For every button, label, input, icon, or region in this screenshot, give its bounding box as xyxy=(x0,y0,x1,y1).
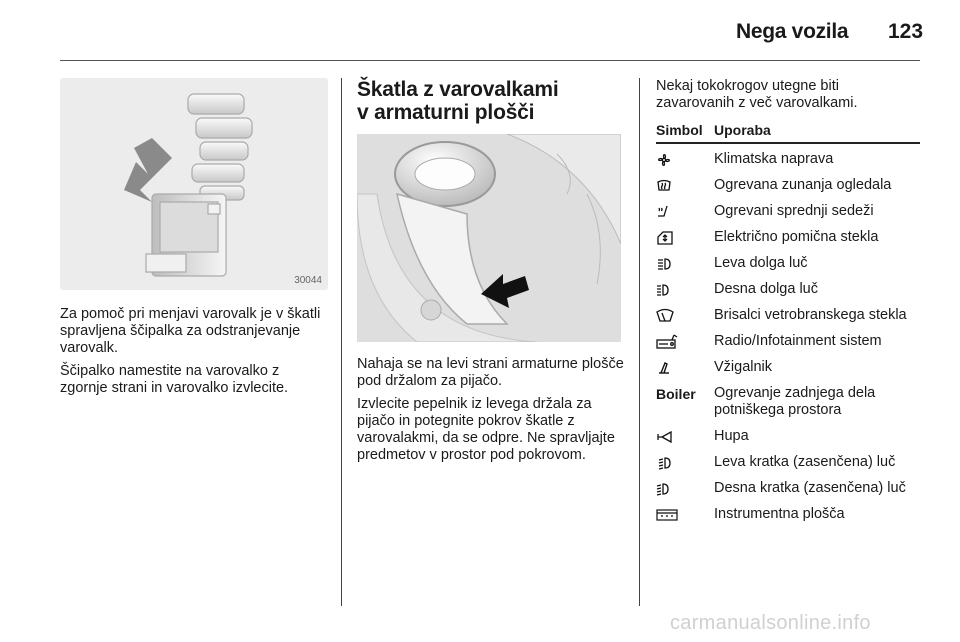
heated-seat-icon xyxy=(656,204,672,220)
paragraph-access: Izvlecite pepelnik iz levega držala za pijačo in potegnite pokrov škatle z varovalakmi, da se odpre. Ne spravljajte predmetov v prostor pod pokrovom. xyxy=(357,396,615,463)
table-row xyxy=(656,278,920,304)
section-title: Nega vozila xyxy=(736,20,849,43)
usage-text: Leva kratka (zasenčena) luč xyxy=(714,454,896,470)
table-row xyxy=(656,503,920,529)
table-row xyxy=(656,200,920,226)
instrument-panel-icon xyxy=(656,507,678,523)
heading-line-1: Škatla z varovalkami xyxy=(357,78,559,101)
watermark: carmanualsonline.info xyxy=(670,612,871,634)
table-row xyxy=(656,382,920,425)
usage-text: Električno pomična stekla xyxy=(714,229,879,245)
column-3 xyxy=(656,78,920,529)
usage-text: Radio/Infotainment sistem xyxy=(714,333,882,349)
table-header xyxy=(656,122,920,142)
table-intro: Nekaj tokokrogov utegne biti zavarovanih z več varovalkami. xyxy=(656,78,858,111)
low-beam-right-icon xyxy=(656,481,672,497)
column-2 xyxy=(357,78,625,470)
dashboard-fusebox-illustration xyxy=(357,134,621,342)
table-row xyxy=(656,304,920,330)
header-divider xyxy=(60,60,920,61)
usage-text: Desna kratka (zasenčena) luč xyxy=(714,480,906,496)
usage-text: Ogrevana zunanja ogledala xyxy=(714,177,892,193)
ignition-icon xyxy=(656,360,672,376)
horn-icon xyxy=(656,429,674,445)
usage-text: Ogrevanje zadnjega dela potniškega prostora xyxy=(714,385,876,418)
usage-text: Instrumentna plošča xyxy=(714,506,845,522)
air-conditioning-icon xyxy=(656,152,672,168)
usage-text: Desna dolga luč xyxy=(714,281,818,297)
table-row xyxy=(656,477,920,503)
usage-text: Hupa xyxy=(714,428,749,444)
column-1 xyxy=(60,78,328,403)
high-beam-left-icon xyxy=(656,256,672,272)
usage-text: Ogrevani sprednji sedeži xyxy=(714,203,874,219)
usage-text: Brisalci vetrobranskega stekla xyxy=(714,307,907,323)
high-beam-right-icon xyxy=(656,282,672,298)
section-heading xyxy=(357,78,625,124)
fuse-puller-illustration xyxy=(60,78,328,290)
usage-text: Klimatska naprava xyxy=(714,151,834,167)
dashboard-drawing xyxy=(357,134,621,342)
page-header xyxy=(0,0,960,62)
header-usage: Uporaba xyxy=(714,122,771,138)
table-row xyxy=(656,356,920,382)
power-window-icon xyxy=(656,230,674,246)
table-row xyxy=(656,425,920,451)
usage-text: Vžigalnik xyxy=(714,359,773,375)
paragraph-puller-info: Za pomoč pri menjavi varovalk je v škatli spravljena ščipalka za odstranjevanje varovalk. xyxy=(60,306,321,356)
page-number: 123 xyxy=(888,20,924,43)
header-symbol: Simbol xyxy=(656,122,703,138)
table-row xyxy=(656,252,920,278)
table-row xyxy=(656,226,920,252)
fuse-puller-drawing xyxy=(60,78,328,290)
table-header-rule xyxy=(656,142,920,144)
boiler-symbol-text: Boiler xyxy=(656,386,696,402)
column-divider-2 xyxy=(639,78,640,606)
radio-icon xyxy=(656,334,678,350)
figure-number: 30044 xyxy=(294,275,322,286)
paragraph-location: Nahaja se na levi strani armaturne plošče pod držalom za pijačo. xyxy=(357,356,624,389)
heated-mirror-icon xyxy=(656,178,672,194)
table-row xyxy=(656,451,920,477)
low-beam-left-icon xyxy=(656,455,672,471)
table-row xyxy=(656,174,920,200)
wiper-icon xyxy=(656,308,674,324)
table-row xyxy=(656,148,920,174)
paragraph-puller-usage: Ščipalko namestite na varovalko z zgornje strani in varovalko izvlecite. xyxy=(60,363,289,396)
heading-line-2: v armaturni plošči xyxy=(357,101,535,124)
table-row xyxy=(656,330,920,356)
column-divider-1 xyxy=(341,78,342,606)
usage-text: Leva dolga luč xyxy=(714,255,808,271)
